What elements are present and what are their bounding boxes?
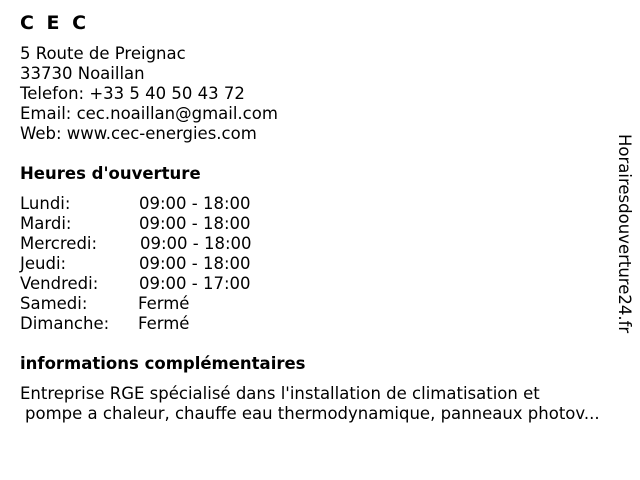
info-line: pompe a chaleur, chauffe eau thermodynamique, panneaux photov... — [25, 404, 600, 423]
city-postal: 33730 Noaillan — [20, 64, 145, 83]
day-label: Lundi: — [20, 194, 71, 213]
email-address: Email: cec.noaillan@gmail.com — [20, 104, 278, 123]
hours-value: 09:00 - 18:00 — [139, 194, 251, 213]
opening-hours-heading: Heures d'ouverture — [20, 164, 201, 183]
phone-number: Telefon: +33 5 40 50 43 72 — [20, 84, 245, 103]
day-label: Vendredi: — [20, 274, 99, 293]
additional-info-text — [20, 384, 632, 424]
additional-info-heading: informations complémentaires — [20, 354, 306, 373]
site-watermark: Horairesdouverture24.fr — [615, 134, 634, 334]
hours-value: 09:00 - 17:00 — [139, 274, 251, 293]
website: Web: www.cec-energies.com — [20, 124, 257, 143]
day-label: Mercredi: — [20, 234, 98, 253]
company-name: C E C — [20, 12, 90, 34]
day-label: Samedi: — [20, 294, 88, 313]
hours-value: Fermé — [138, 294, 190, 313]
info-line: Entreprise RGE spécialisé dans l'installation de climatisation et — [20, 384, 540, 403]
day-label: Dimanche: — [20, 314, 110, 333]
hours-value: 09:00 - 18:00 — [139, 214, 251, 233]
day-label: Jeudi: — [20, 254, 67, 273]
day-label: Mardi: — [20, 214, 72, 233]
hours-value: 09:00 - 18:00 — [140, 234, 252, 253]
street-address: 5 Route de Preignac — [20, 44, 186, 63]
address-block — [20, 44, 278, 144]
hours-value: 09:00 - 18:00 — [139, 254, 251, 273]
hours-value: Fermé — [138, 314, 190, 333]
